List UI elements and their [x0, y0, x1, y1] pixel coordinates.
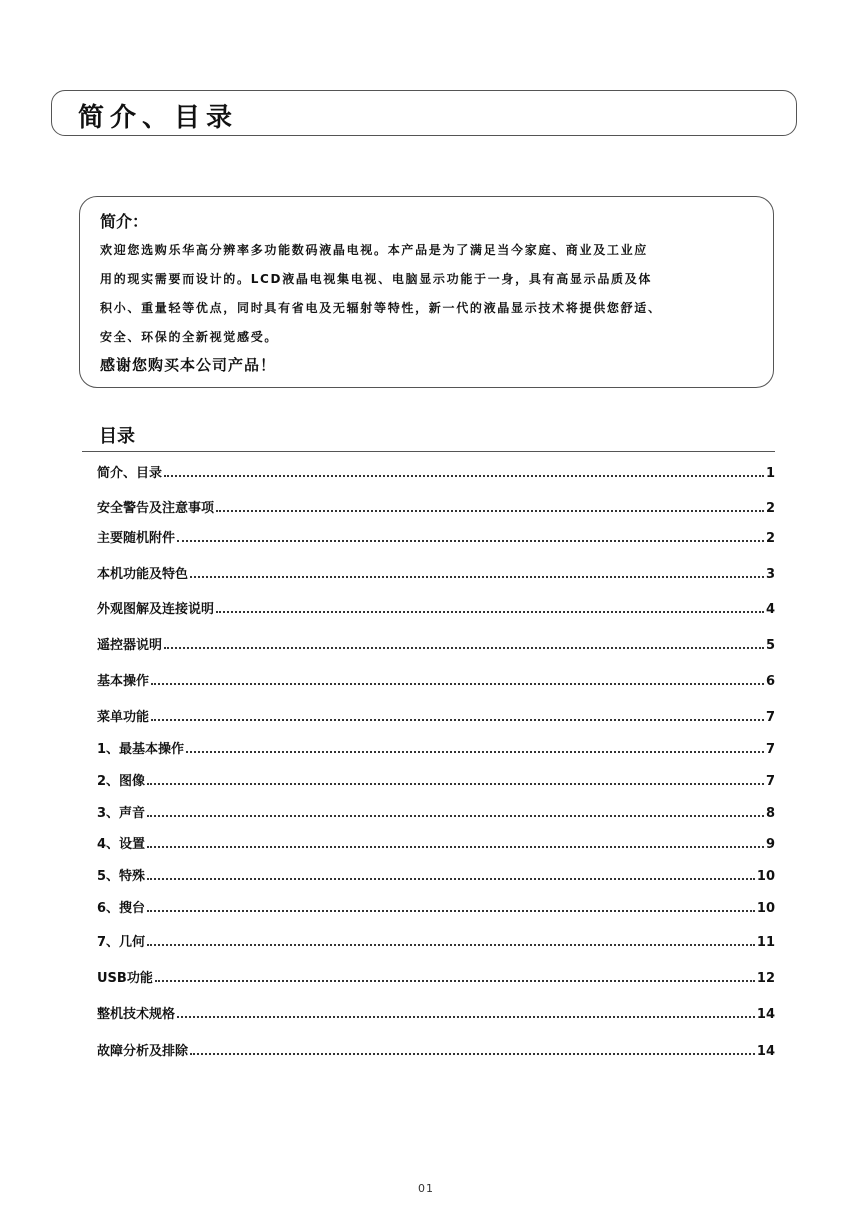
intro-line: 安全、环保的全新视觉感受。 — [100, 330, 279, 344]
toc-entry-label: 6、搜台 — [97, 901, 146, 916]
toc-entry[interactable] — [97, 560, 775, 582]
intro-line: 欢迎您选购乐华高分辨率多功能数码液晶电视。本产品是为了满足当今家庭、商业及工业应 — [100, 243, 649, 257]
toc-leader-dots — [147, 783, 764, 785]
toc-leader-dots — [177, 540, 764, 542]
toc-entry-page: 8 — [765, 806, 775, 821]
toc-entry-label: 1、最基本操作 — [97, 742, 185, 757]
toc-entry-page: 14 — [756, 1007, 775, 1022]
toc-entry-page: 11 — [756, 935, 775, 950]
toc-entry[interactable] — [97, 494, 775, 516]
toc-leader-dots — [147, 815, 764, 817]
toc-entry-label: USB功能 — [97, 971, 153, 986]
toc-entry-page: 7 — [765, 742, 775, 757]
toc-entry[interactable] — [97, 735, 775, 757]
toc-entry[interactable] — [97, 799, 775, 821]
toc-leader-dots — [151, 683, 764, 685]
toc-entry-label: 本机功能及特色 — [97, 567, 189, 582]
toc-entry-label: 遥控器说明 — [97, 638, 163, 653]
toc-entry[interactable] — [97, 830, 775, 852]
toc-leader-dots — [190, 1053, 755, 1055]
toc-entry[interactable] — [97, 862, 775, 884]
toc-entry[interactable] — [97, 595, 775, 617]
toc-entry-page: 3 — [765, 567, 775, 582]
toc-entry[interactable] — [97, 667, 775, 689]
intro-box — [79, 196, 774, 388]
toc-leader-dots — [186, 751, 764, 753]
toc-entry[interactable] — [97, 964, 775, 986]
toc-entry-page: 10 — [756, 869, 775, 884]
toc-entry-label: 3、声音 — [97, 806, 146, 821]
toc-entry-label: 整机技术规格 — [97, 1007, 176, 1022]
toc-entry-page: 10 — [756, 901, 775, 916]
toc-entry-label: 7、几何 — [97, 935, 146, 950]
toc-entry-label: 主要随机附件 — [97, 531, 176, 546]
intro-title: 简介： — [100, 212, 149, 231]
toc-entry-label: 故障分析及排除 — [97, 1044, 189, 1059]
page-number: 01 — [418, 1182, 434, 1195]
toc-entry-label: 基本操作 — [97, 674, 150, 689]
toc-entry[interactable] — [97, 631, 775, 653]
toc-leader-dots — [216, 510, 764, 512]
toc-leader-dots — [177, 1016, 755, 1018]
toc-heading: 目录 — [99, 426, 135, 447]
toc-entry-page: 5 — [765, 638, 775, 653]
intro-thanks: 感谢您购买本公司产品！ — [100, 356, 277, 374]
toc-entry[interactable] — [97, 767, 775, 789]
toc-divider — [82, 451, 775, 452]
toc-entry-label: 简介、目录 — [97, 466, 163, 481]
toc-leader-dots — [147, 944, 755, 946]
toc-entry-page: 4 — [765, 602, 775, 617]
toc-entry[interactable] — [97, 459, 775, 481]
toc-entry-page: 1 — [765, 466, 775, 481]
toc-entry[interactable] — [97, 894, 775, 916]
toc-entry-page: 9 — [765, 837, 775, 852]
toc-entry-page: 7 — [765, 774, 775, 789]
toc-entry-page: 6 — [765, 674, 775, 689]
toc-entry-label: 2、图像 — [97, 774, 146, 789]
toc-entry[interactable] — [97, 524, 775, 546]
toc-entry[interactable] — [97, 1037, 775, 1059]
toc-leader-dots — [216, 611, 764, 613]
toc-entry-page: 12 — [756, 971, 775, 986]
toc-entry-page: 2 — [765, 501, 775, 516]
toc-entry[interactable] — [97, 703, 775, 725]
page-title: 简介、目录 — [78, 103, 239, 133]
toc-entry[interactable] — [97, 1000, 775, 1022]
intro-line: 用的现实需要而设计的。LCD液晶电视集电视、电脑显示功能于一身，具有高显示品质及体 — [100, 272, 653, 286]
toc-entry-label: 4、设置 — [97, 837, 146, 852]
toc-leader-dots — [147, 878, 755, 880]
toc-entry-page: 14 — [756, 1044, 775, 1059]
toc-entry-label: 菜单功能 — [97, 710, 150, 725]
toc-entry-label: 外观图解及连接说明 — [97, 602, 215, 617]
toc-leader-dots — [164, 475, 764, 477]
intro-line: 积小、重量轻等优点，同时具有省电及无辐射等特性，新一代的液晶显示技术将提供您舒适、 — [100, 301, 662, 315]
toc-entry[interactable] — [97, 928, 775, 950]
toc-entry-label: 5、特殊 — [97, 869, 146, 884]
section-header — [51, 90, 797, 136]
toc-entry-page: 7 — [765, 710, 775, 725]
toc-leader-dots — [155, 980, 755, 982]
toc-leader-dots — [147, 910, 755, 912]
toc-leader-dots — [190, 576, 764, 578]
toc-leader-dots — [151, 719, 764, 721]
toc-entry-page: 2 — [765, 531, 775, 546]
toc-leader-dots — [147, 846, 764, 848]
toc-leader-dots — [164, 647, 764, 649]
toc-entry-label: 安全警告及注意事项 — [97, 501, 215, 516]
